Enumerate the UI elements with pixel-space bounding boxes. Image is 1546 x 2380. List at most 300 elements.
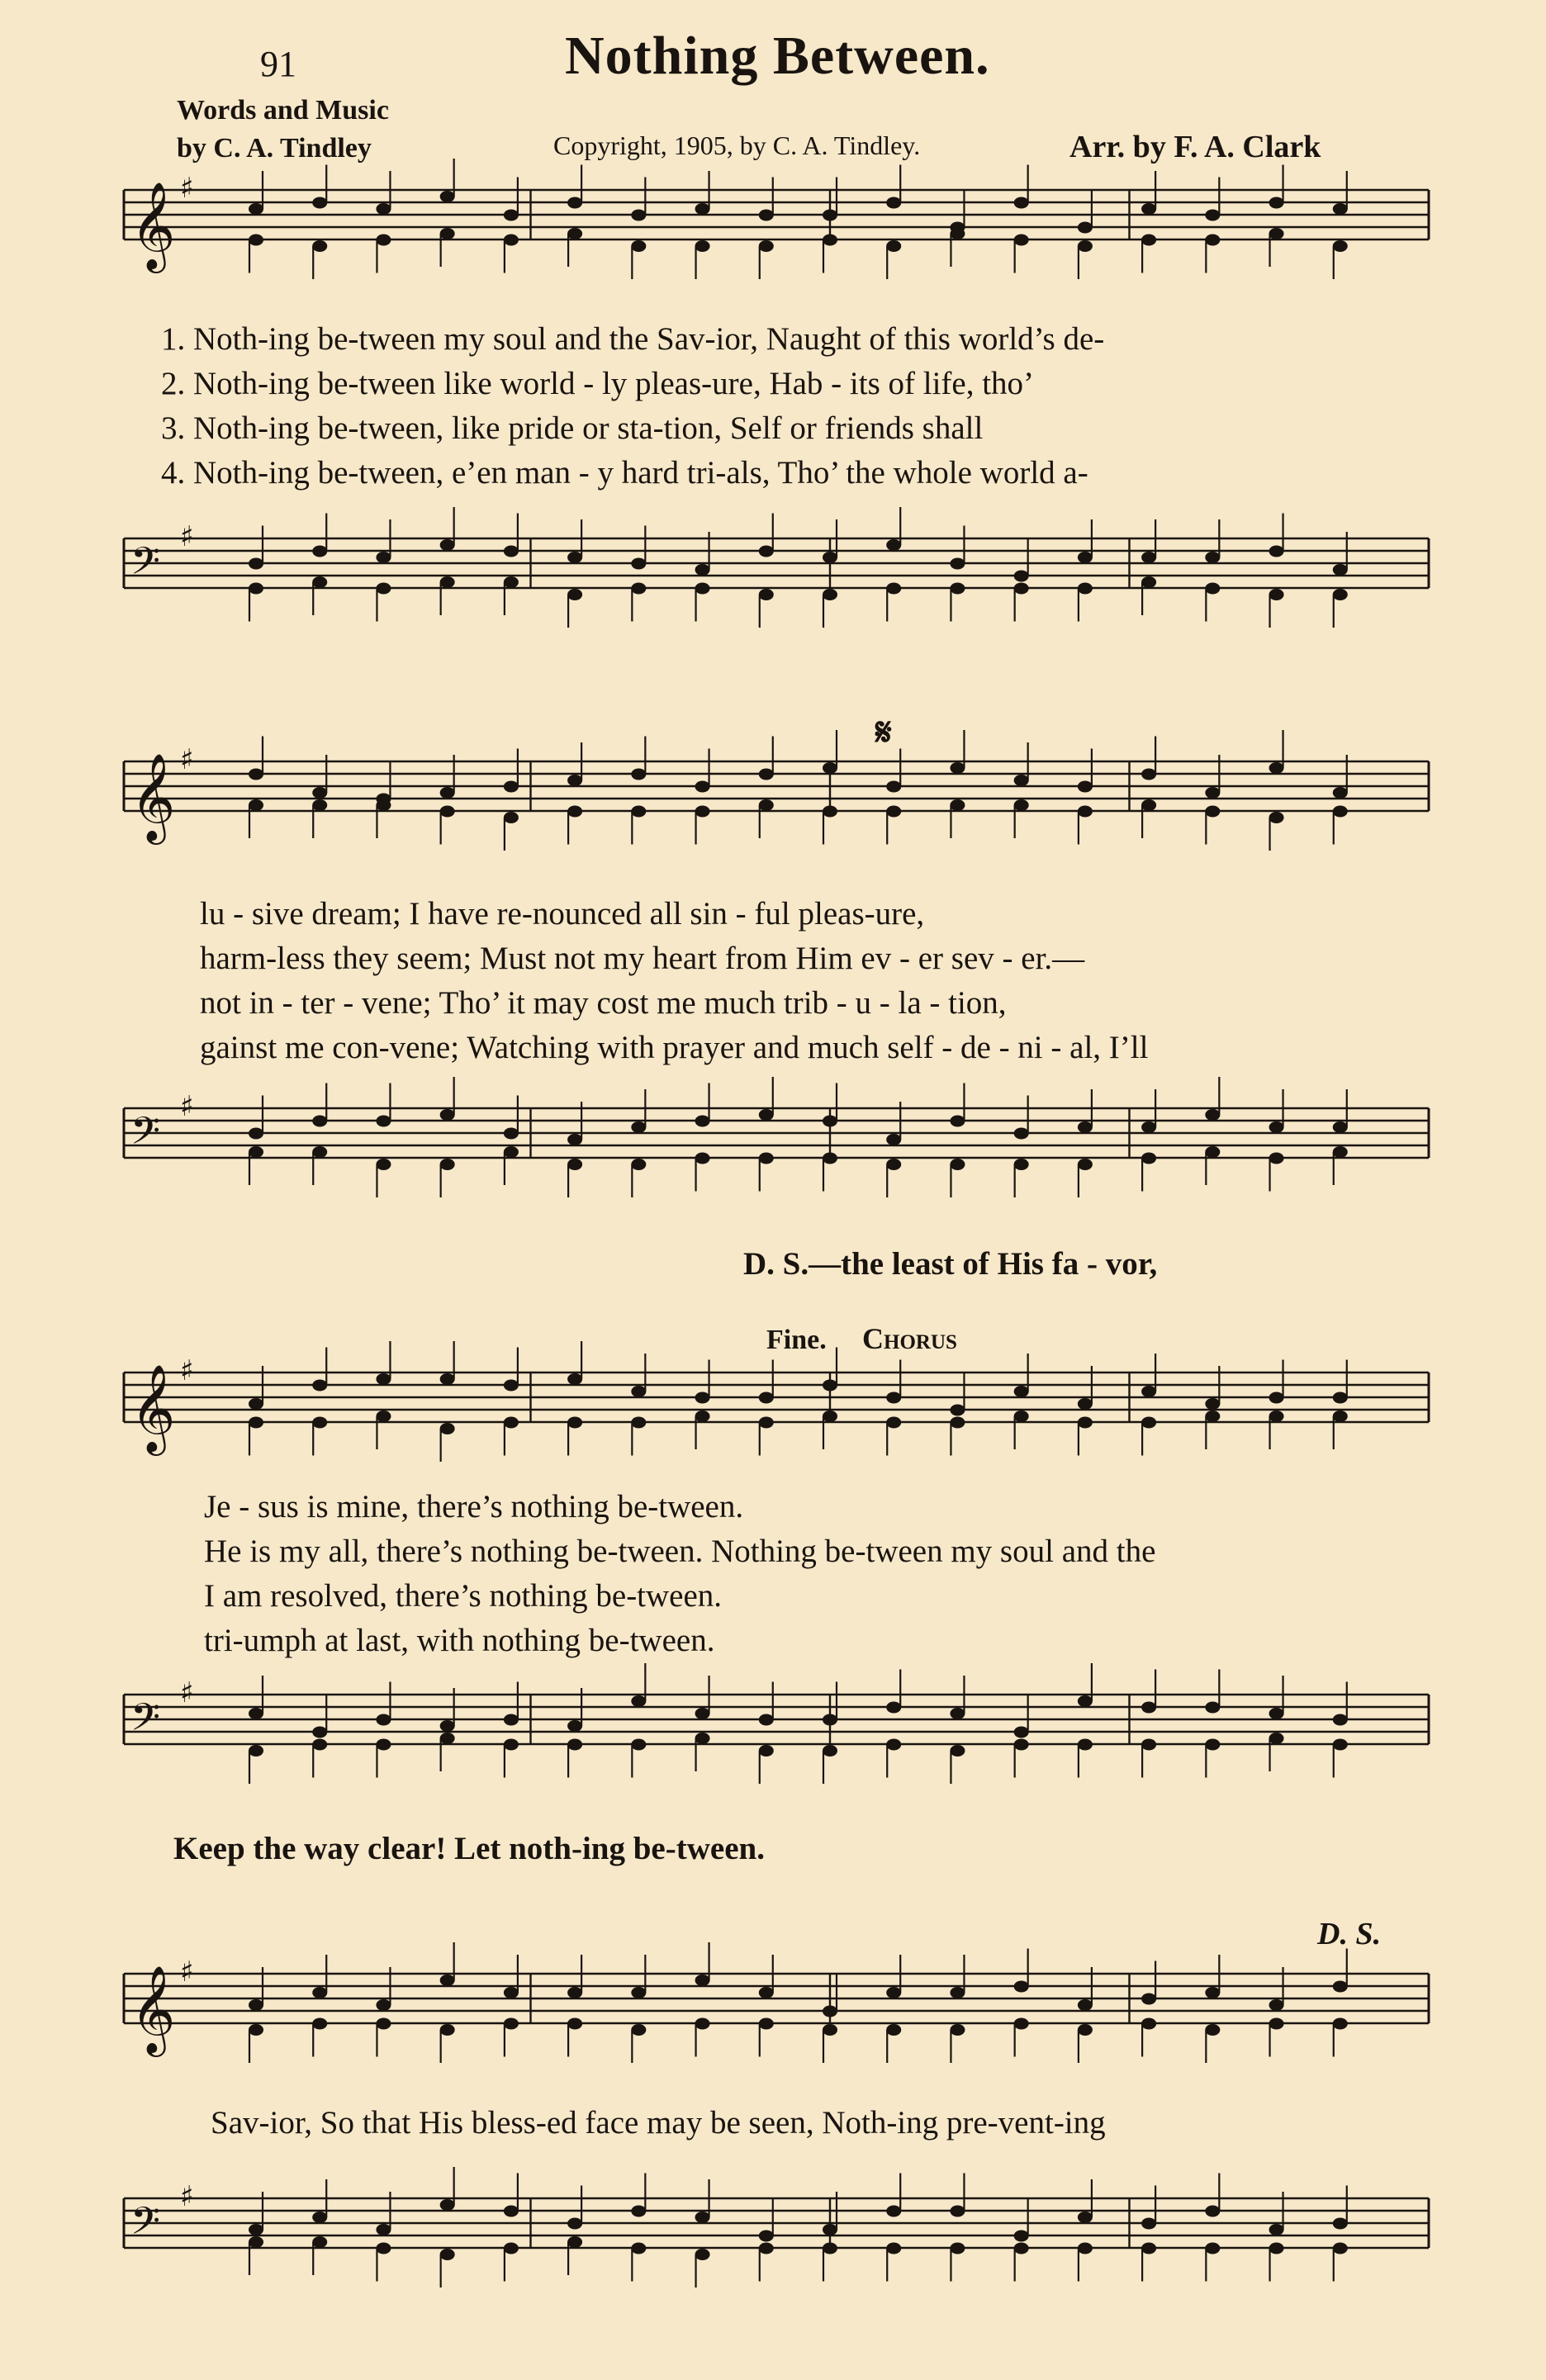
note-head — [631, 583, 646, 595]
note-head — [249, 2236, 263, 2248]
note-head — [1014, 2243, 1029, 2254]
note-head — [376, 552, 391, 563]
note-head — [376, 1714, 391, 1726]
note-head — [759, 589, 774, 600]
note-head — [950, 2024, 965, 2036]
sharp-key-signature-icon: ♯ — [180, 172, 194, 205]
note-head — [504, 2018, 519, 2030]
note-head — [886, 1134, 901, 1145]
note-head — [567, 552, 582, 563]
note-head — [1333, 2218, 1348, 2230]
note-head — [249, 1146, 263, 1158]
lyric-line: harm-less they seem; Must not my heart from Him ev - er sev - er.— — [200, 941, 1085, 976]
note-head — [631, 2206, 646, 2217]
note-head — [1141, 1739, 1156, 1751]
note-head — [376, 2018, 391, 2030]
lyric-line: 1. Noth-ing be-tween my soul and the Sav-ior, Naught of this world’s de- — [161, 321, 1105, 357]
note-head — [950, 1159, 965, 1170]
note-head — [823, 589, 837, 600]
note-head — [823, 1153, 837, 1164]
note-head — [1333, 1146, 1348, 1158]
note-head — [1333, 1392, 1348, 1404]
note-head — [312, 1739, 327, 1751]
note-head — [886, 806, 901, 818]
note-head — [1014, 1159, 1029, 1170]
note-head — [1205, 1398, 1220, 1410]
note-head — [1269, 197, 1284, 209]
note-head — [950, 1417, 965, 1429]
note-head — [823, 2224, 837, 2235]
note-head — [376, 2224, 391, 2235]
copyright-notice: Copyright, 1905, by C. A. Tindley. — [553, 130, 921, 160]
note-head — [312, 1987, 327, 1998]
note-head — [1014, 235, 1029, 246]
note-head — [312, 1727, 327, 1738]
note-head — [1014, 197, 1029, 209]
note-head — [504, 1714, 519, 1726]
note-head — [759, 1714, 774, 1726]
note-head — [1333, 1410, 1348, 1422]
note-head — [823, 1410, 837, 1422]
note-head — [440, 806, 455, 818]
note-head — [312, 2018, 327, 2030]
note-head — [249, 1708, 263, 1719]
note-head — [759, 769, 774, 780]
bass-clef-icon: 𝄢 — [130, 1109, 161, 1163]
note-head — [1333, 2243, 1348, 2254]
note-head — [1333, 1981, 1348, 1993]
note-head — [504, 1146, 519, 1158]
treble-staff-system-3 — [116, 1354, 1437, 1478]
note-head — [1205, 1702, 1220, 1714]
note-head — [440, 539, 455, 551]
note-head — [1141, 1994, 1156, 2005]
note-head — [1078, 2243, 1093, 2254]
note-head — [440, 1109, 455, 1121]
note-head — [823, 1714, 837, 1726]
treble-clef-icon: 𝄞 — [130, 181, 176, 269]
note-head — [886, 781, 901, 793]
note-head — [1078, 583, 1093, 595]
note-head — [1014, 775, 1029, 786]
note-head — [1269, 1410, 1284, 1422]
note-head — [567, 1987, 582, 1998]
sharp-key-signature-icon: ♯ — [180, 1676, 194, 1709]
note-head — [759, 799, 774, 811]
note-head — [1014, 583, 1029, 595]
lyric-line: 3. Noth-ing be-tween, like pride or sta-tion, Self or friends shall — [161, 410, 984, 446]
note-head — [249, 1128, 263, 1140]
note-head — [1333, 564, 1348, 576]
note-head — [440, 228, 455, 239]
note-head — [376, 1373, 391, 1385]
note-head — [1014, 1386, 1029, 1397]
note-head — [312, 787, 327, 799]
note-head — [886, 240, 901, 252]
note-head — [376, 203, 391, 215]
note-head — [695, 1708, 710, 1719]
fine-label: Fine. — [766, 1325, 827, 1355]
note-head — [1205, 787, 1220, 799]
note-head — [886, 1417, 901, 1429]
note-head — [823, 762, 837, 774]
note-head — [1014, 1981, 1029, 1993]
note-head — [1078, 781, 1093, 793]
note-head — [1078, 1739, 1093, 1751]
note-head — [1078, 1121, 1093, 1133]
note-head — [823, 1116, 837, 1127]
note-head — [759, 1392, 774, 1404]
note-head — [504, 1987, 519, 1998]
note-head — [1205, 1987, 1220, 1998]
note-head — [886, 1987, 901, 1998]
bass-staff-system-1 — [116, 520, 1437, 644]
note-head — [1078, 1159, 1093, 1170]
note-head — [1014, 2018, 1029, 2030]
note-head — [567, 1159, 582, 1170]
note-head — [823, 2024, 837, 2036]
note-head — [695, 1733, 710, 1744]
note-head — [1014, 571, 1029, 582]
note-head — [1333, 1714, 1348, 1726]
note-head — [1269, 1999, 1284, 2011]
note-head — [886, 1702, 901, 1714]
note-head — [1141, 1386, 1156, 1397]
sharp-key-signature-icon: ♯ — [180, 2180, 194, 2213]
note-head — [1078, 2024, 1093, 2036]
note-head — [567, 2018, 582, 2030]
lyric-line: gainst me con-vene; Watching with prayer and much self - de - ni - al, I’ll — [200, 1030, 1149, 1065]
note-head — [759, 210, 774, 221]
note-head — [1014, 1739, 1029, 1751]
note-head — [376, 235, 391, 246]
note-head — [440, 2249, 455, 2260]
note-head — [1141, 1417, 1156, 1429]
note-head — [759, 1745, 774, 1757]
note-head — [376, 1159, 391, 1170]
note-head — [312, 197, 327, 209]
note-head — [1269, 589, 1284, 600]
note-head — [950, 799, 965, 811]
note-head — [695, 203, 710, 215]
note-head — [759, 240, 774, 252]
note-head — [1141, 1702, 1156, 1714]
note-head — [631, 1121, 646, 1133]
note-head — [631, 806, 646, 818]
note-head — [249, 583, 263, 595]
note-head — [1269, 1121, 1284, 1133]
note-head — [1205, 2024, 1220, 2036]
credit-line-1: Words and Music — [177, 95, 389, 126]
note-head — [567, 1739, 582, 1751]
note-head — [950, 1745, 965, 1757]
note-head — [631, 210, 646, 221]
note-head — [1205, 235, 1220, 246]
page-number: 91 — [260, 44, 296, 84]
bass-clef-icon: 𝄢 — [130, 1695, 161, 1749]
note-head — [695, 1975, 710, 1986]
note-head — [1141, 576, 1156, 588]
note-head — [1205, 1109, 1220, 1121]
note-head — [567, 806, 582, 818]
note-head — [1078, 1417, 1093, 1429]
note-head — [1205, 1739, 1220, 1751]
note-head — [823, 1380, 837, 1391]
note-head — [1269, 1153, 1284, 1164]
note-head — [759, 1417, 774, 1429]
note-head — [1333, 203, 1348, 215]
note-head — [567, 1373, 582, 1385]
lyric-line: 4. Noth-ing be-tween, e’en man - y hard tri-als, Tho’ the whole world a- — [161, 455, 1088, 491]
note-head — [567, 589, 582, 600]
note-head — [249, 235, 263, 246]
lyric-line: not in - ter - vene; Tho’ it may cost me much trib - u - la - tion, — [200, 985, 1007, 1021]
lyric-line: Je - sus is mine, there’s nothing be-tween. — [204, 1489, 744, 1524]
note-head — [1141, 203, 1156, 215]
treble-staff-system-2 — [116, 743, 1437, 867]
note-head — [1078, 2212, 1093, 2223]
note-head — [504, 1380, 519, 1391]
note-head — [695, 2212, 710, 2223]
note-head — [631, 2024, 646, 2036]
note-head — [695, 1116, 710, 1127]
note-head — [1269, 2018, 1284, 2030]
note-head — [1078, 1695, 1093, 1707]
bass-staff-system-3 — [116, 1676, 1437, 1800]
note-head — [1014, 1410, 1029, 1422]
note-head — [504, 781, 519, 793]
note-head — [1141, 1121, 1156, 1133]
note-head — [1141, 769, 1156, 780]
note-head — [440, 1373, 455, 1385]
note-head — [631, 1739, 646, 1751]
note-head — [950, 1116, 965, 1127]
note-head — [1269, 812, 1284, 823]
note-head — [567, 2218, 582, 2230]
note-head — [504, 2206, 519, 2217]
note-head — [759, 1987, 774, 1998]
note-head — [440, 1975, 455, 1986]
note-head — [440, 191, 455, 202]
note-head — [249, 1398, 263, 1410]
note-head — [823, 806, 837, 818]
note-head — [440, 2199, 455, 2211]
note-head — [1078, 222, 1093, 234]
note-head — [823, 1745, 837, 1757]
note-head — [1078, 1999, 1093, 2011]
note-head — [1333, 787, 1348, 799]
note-head — [1269, 1733, 1284, 1744]
note-head — [1014, 799, 1029, 811]
bass-clef-icon: 𝄢 — [130, 2199, 161, 2253]
note-head — [440, 1720, 455, 1732]
note-head — [695, 1153, 710, 1164]
segno-sign: 𝄋 — [875, 711, 892, 753]
note-head — [823, 210, 837, 221]
note-head — [695, 1410, 710, 1422]
note-head — [631, 1386, 646, 1397]
note-head — [886, 539, 901, 551]
note-head — [886, 2024, 901, 2036]
note-head — [312, 2212, 327, 2223]
note-head — [376, 1739, 391, 1751]
note-head — [249, 1999, 263, 2011]
note-head — [1205, 2206, 1220, 2217]
note-head — [1078, 1398, 1093, 1410]
note-head — [631, 1695, 646, 1707]
note-head — [1333, 2018, 1348, 2030]
note-head — [567, 775, 582, 786]
treble-clef-icon: 𝄞 — [130, 1965, 176, 2053]
sharp-key-signature-icon: ♯ — [180, 1090, 194, 1123]
note-head — [631, 558, 646, 570]
note-head — [823, 2243, 837, 2254]
note-head — [1014, 1128, 1029, 1140]
note-head — [312, 1417, 327, 1429]
note-head — [631, 1159, 646, 1170]
note-head — [759, 546, 774, 557]
note-head — [1014, 2231, 1029, 2242]
note-head — [504, 576, 519, 588]
note-head — [631, 240, 646, 252]
note-head — [249, 2224, 263, 2235]
note-head — [1205, 1146, 1220, 1158]
note-head — [376, 583, 391, 595]
note-head — [695, 564, 710, 576]
note-head — [1141, 552, 1156, 563]
note-head — [1014, 1727, 1029, 1738]
lyric-line: He is my all, there’s nothing be-tween. Nothing be-tween my soul and the — [204, 1534, 1156, 1569]
note-head — [312, 799, 327, 811]
note-head — [886, 2243, 901, 2254]
note-head — [504, 210, 519, 221]
note-head — [440, 576, 455, 588]
note-head — [695, 240, 710, 252]
note-head — [249, 1745, 263, 1757]
note-head — [440, 2024, 455, 2036]
note-head — [759, 1109, 774, 1121]
lyric-line: Sav-ior, So that His bless-ed face may be seen, Noth-ing pre-vent-ing — [211, 2105, 1106, 2141]
bass-clef-icon: 𝄢 — [130, 539, 161, 593]
treble-clef-icon: 𝄞 — [130, 1363, 176, 1452]
note-head — [631, 1417, 646, 1429]
treble-clef-icon: 𝄞 — [130, 752, 176, 841]
lyric-line: tri-umph at last, with nothing be-tween. — [204, 1623, 715, 1658]
note-head — [376, 2243, 391, 2254]
note-head — [249, 2024, 263, 2036]
note-head — [886, 1739, 901, 1751]
note-head — [376, 799, 391, 811]
note-head — [1269, 1392, 1284, 1404]
note-head — [695, 2018, 710, 2030]
below-staff-lyric: Keep the way clear! Let noth-ing be-tween. — [173, 1831, 765, 1866]
note-head — [1269, 2224, 1284, 2235]
note-head — [695, 1392, 710, 1404]
note-head — [440, 1733, 455, 1744]
note-head — [567, 1720, 582, 1732]
note-head — [823, 552, 837, 563]
note-head — [631, 769, 646, 780]
sharp-key-signature-icon: ♯ — [180, 1956, 194, 1989]
note-head — [504, 235, 519, 246]
chorus-label: Chorus — [862, 1322, 957, 1355]
note-head — [631, 2243, 646, 2254]
note-head — [504, 2243, 519, 2254]
note-head — [1269, 228, 1284, 239]
note-head — [249, 769, 263, 780]
note-head — [950, 762, 965, 774]
hymn-title: Nothing Between. — [565, 26, 990, 86]
note-head — [1078, 806, 1093, 818]
note-head — [950, 558, 965, 570]
note-head — [567, 228, 582, 239]
note-head — [567, 1417, 582, 1429]
note-head — [312, 546, 327, 557]
note-head — [950, 228, 965, 239]
note-head — [1269, 2243, 1284, 2254]
note-head — [1141, 799, 1156, 811]
note-head — [631, 1987, 646, 1998]
note-head — [759, 2018, 774, 2030]
note-head — [1078, 240, 1093, 252]
note-head — [886, 2206, 901, 2217]
note-head — [376, 1999, 391, 2011]
note-head — [695, 781, 710, 793]
note-head — [950, 1405, 965, 1416]
note-head — [504, 546, 519, 557]
note-head — [312, 1380, 327, 1391]
note-head — [504, 1417, 519, 1429]
treble-staff-system-1 — [116, 172, 1437, 296]
note-head — [695, 806, 710, 818]
note-head — [1205, 1410, 1220, 1422]
note-head — [1333, 589, 1348, 600]
note-head — [440, 1159, 455, 1170]
note-head — [950, 2206, 965, 2217]
arranger-credit: Arr. by F. A. Clark — [1069, 130, 1321, 164]
note-head — [1333, 806, 1348, 818]
note-head — [504, 812, 519, 823]
note-head — [1205, 2243, 1220, 2254]
note-head — [1269, 762, 1284, 774]
note-head — [1141, 1153, 1156, 1164]
note-head — [886, 1159, 901, 1170]
note-head — [567, 1134, 582, 1145]
note-head — [1205, 806, 1220, 818]
credit-line-2: by C. A. Tindley — [177, 133, 372, 164]
note-head — [376, 1116, 391, 1127]
note-head — [312, 2236, 327, 2248]
note-head — [886, 583, 901, 595]
note-head — [823, 2006, 837, 2017]
note-head — [759, 1153, 774, 1164]
note-head — [504, 1128, 519, 1140]
note-head — [440, 787, 455, 799]
note-head — [1078, 552, 1093, 563]
note-head — [1141, 2218, 1156, 2230]
note-head — [886, 197, 901, 209]
note-head — [1141, 2018, 1156, 2030]
ds-return-lyric: D. S.—the least of His fa - vor, — [743, 1246, 1158, 1282]
note-head — [823, 235, 837, 246]
sharp-key-signature-icon: ♯ — [180, 743, 194, 776]
lyric-line: I am resolved, there’s nothing be-tween. — [204, 1578, 723, 1614]
note-head — [567, 197, 582, 209]
note-head — [695, 583, 710, 595]
note-head — [312, 1146, 327, 1158]
lyric-line: lu - sive dream; I have re-nounced all sin - ful pleas-ure, — [200, 896, 925, 932]
note-head — [249, 203, 263, 215]
